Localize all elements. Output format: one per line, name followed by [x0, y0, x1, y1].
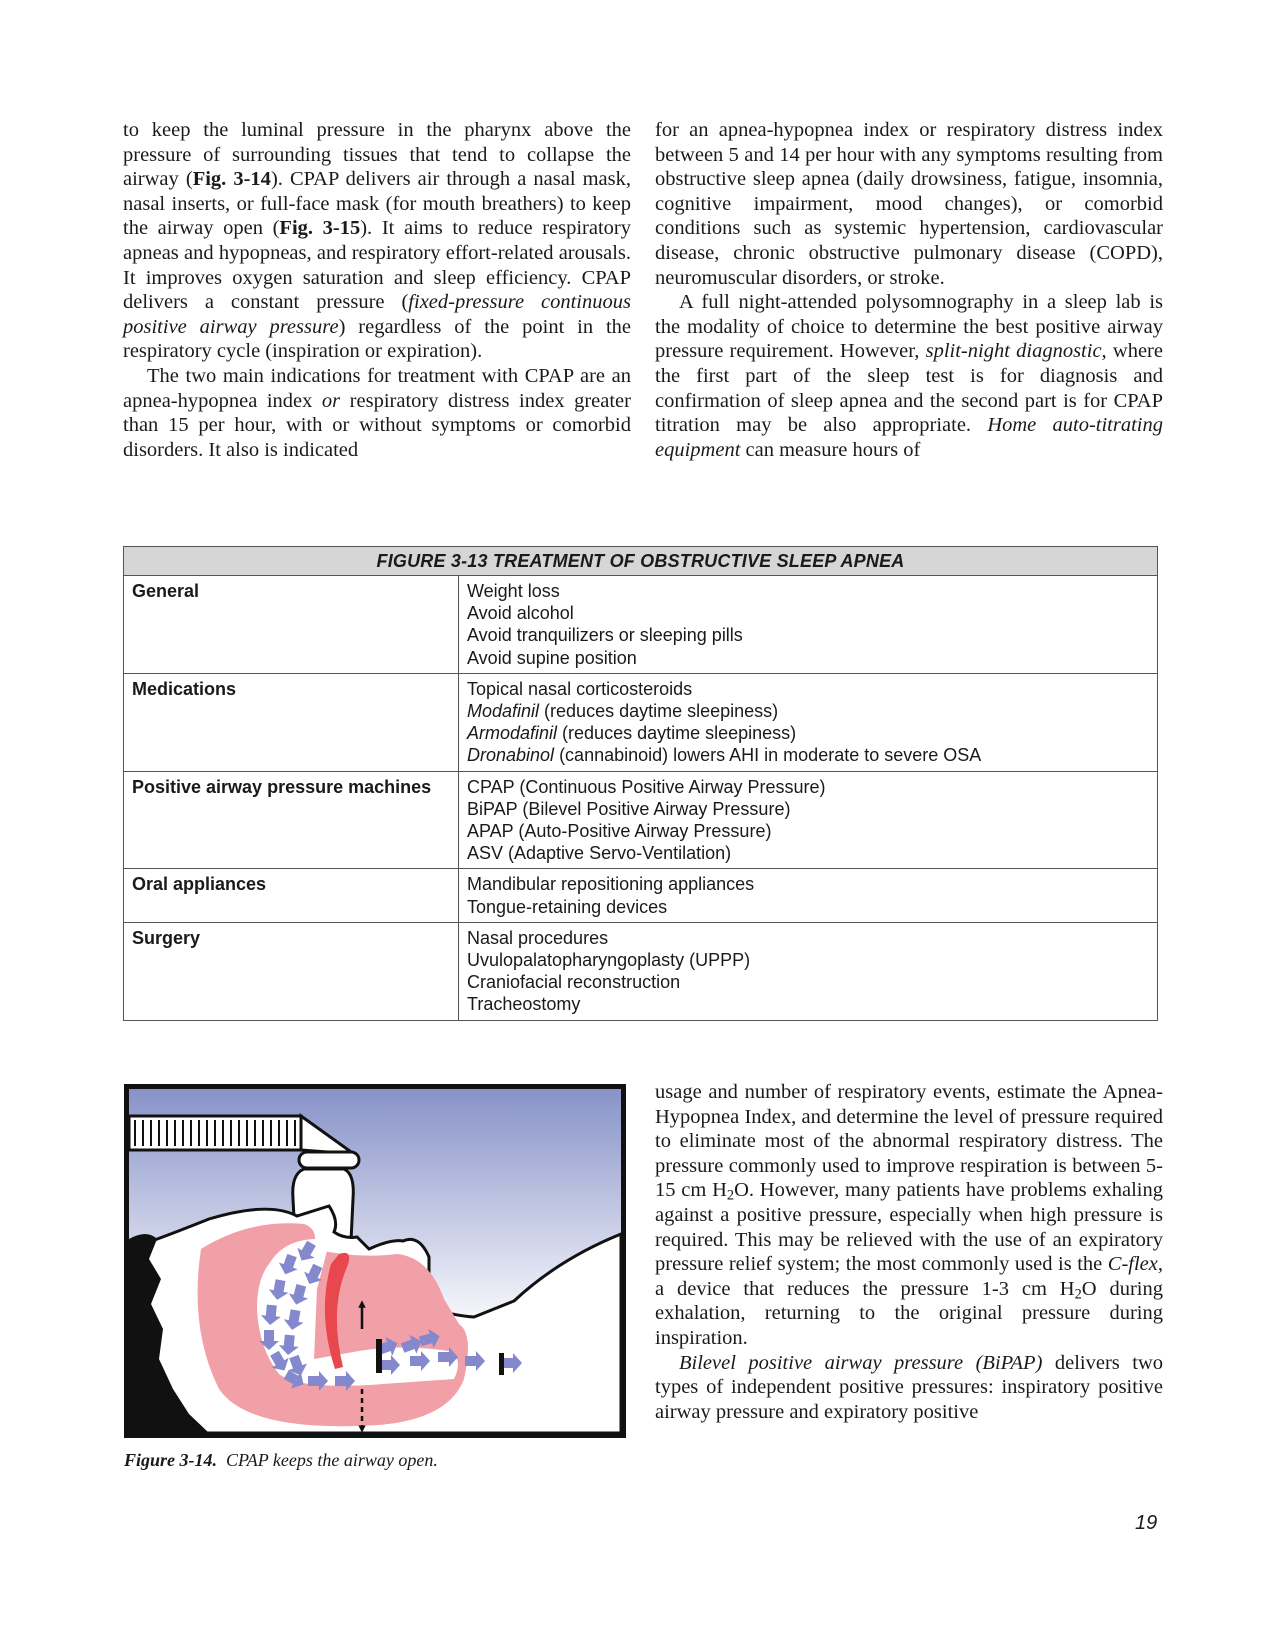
row-items [459, 576, 1158, 674]
treatment-item: Mandibular repositioning appliances [467, 874, 755, 895]
right-column-top-text [655, 118, 1163, 462]
treatment-item: CPAP (Continuous Positive Airway Pressure) [467, 776, 826, 797]
table-title: FIGURE 3-13 TREATMENT OF OBSTRUCTIVE SLEEP APNEA [124, 547, 1158, 576]
figure-caption [124, 1450, 438, 1471]
row-category: General [124, 576, 459, 674]
treatment-item: BiPAP (Bilevel Positive Airway Pressure) [467, 798, 791, 819]
treatment-item: Avoid alcohol [467, 603, 574, 624]
table-row [124, 576, 1158, 674]
treatment-item: Craniofacial reconstruction [467, 972, 681, 993]
treatment-item: Tracheostomy [467, 994, 581, 1015]
table-row [124, 771, 1158, 869]
table-row [124, 673, 1158, 771]
treatment-item: Tongue-retaining devices [467, 896, 668, 917]
paragraph: Bilevel positive airway pressure (BiPAP) delivers two types of independent positive pressures: inspiratory positive airway pressure and expiratory positive [655, 1351, 1163, 1423]
table-row [124, 869, 1158, 922]
table-row [124, 922, 1158, 1020]
treatment-item: Dronabinol (cannabinoid) lowers AHI in moderate to severe OSA [467, 745, 982, 766]
cpap-figure [124, 1084, 626, 1438]
left-column-top-text [123, 118, 631, 462]
treatment-item: Armodafinil (reduces daytime sleepiness) [467, 723, 797, 744]
treatment-item: Weight loss [467, 581, 560, 601]
row-items [459, 869, 1158, 922]
airway-marker [499, 1353, 504, 1375]
row-items [459, 673, 1158, 771]
paragraph: The two main indications for treatment with CPAP are an apnea-hypopnea index or respiratory distress index greater than 15 per hour, with or without symptoms or comorbid disorders. It also is indicated [123, 364, 631, 461]
treatment-table [123, 546, 1158, 1021]
paragraph: for an apnea-hypopnea index or respiratory distress index between 5 and 14 per hour with any symptoms resulting from obstructive sleep apnea (daily drowsiness, fatigue, insomnia, cognitive impairment, mood changes), or comorbid conditions such as systemic hypertension, cardiovascular disease, chronic obstructive pulmonary disease (COPD), neuromuscular disorders, or stroke. [655, 119, 1163, 289]
paragraph: to keep the luminal pressure in the pharynx above the pressure of surrounding tissues that tend to collapse the airway (Fig. 3-14). CPAP delivers air through a nasal mask, nasal inserts, or full-face mask (for mouth breathers) to keep the airway open (Fig. 3-15). It aims to reduce respiratory apneas and hypopneas, and respiratory effort-related arousals. It improves oxygen saturation and sleep efficiency. CPAP delivers a constant pressure (fixed-pressure continuous positive airway pressure) regardless of the point in the respiratory cycle (inspiration or expiration). [123, 119, 632, 363]
paragraph: usage and number of respiratory events, estimate the Apnea-Hypopnea Index, and determine the level of pressure required to eliminate most of the abnormal respiratory distress. The pressure commonly used to improve respiration is between 5-15 cm $H_2O$. However, many patients have problems exhaling against a positive pressure, especially when high pressure is required. This may be relieved with the use of an expiratory pressure relief system; the most commonly used is the C-flex, a device that reduces the pressure 1-3 cm $H_2O$ during exhalation, returning to the original pressure during inspiration. [655, 1081, 1164, 1349]
treatment-item: Uvulopalatopharyngoplasty (UPPP) [467, 950, 751, 971]
treatment-item: Avoid supine position [467, 647, 637, 668]
cpap-airway-illustration [129, 1089, 621, 1433]
row-items [459, 922, 1158, 1020]
row-category: Surgery [124, 922, 459, 1020]
airway-marker [376, 1339, 382, 1373]
treatment-item: ASV (Adaptive Servo-Ventilation) [467, 843, 732, 864]
page-number: 19 [1135, 1512, 1158, 1534]
right-column-bottom-text [655, 1080, 1163, 1424]
row-items [459, 771, 1158, 869]
row-category: Oral appliances [124, 869, 459, 922]
figure-caption-label: Figure 3-14. [124, 1450, 218, 1470]
treatment-item: Modafinil (reduces daytime sleepiness) [467, 701, 779, 722]
treatment-item: Nasal procedures [467, 927, 609, 948]
treatment-item: Avoid tranquilizers or sleeping pills [467, 625, 743, 646]
row-category: Positive airway pressure machines [124, 771, 459, 869]
figure-caption-text: CPAP keeps the airway open. [226, 1450, 438, 1470]
treatment-item: Topical nasal corticosteroids [467, 678, 693, 699]
row-category: Medications [124, 673, 459, 771]
paragraph: A full night-attended polysomnography in a sleep lab is the modality of choice to determine the best positive airway pressure requirement. However, split-night diagnostic, where the first part of the sleep test is for diagnosis and confirmation of sleep apnea and the second part is for CPAP titration may be also appropriate. Home auto-titrating equipment can measure hours of [655, 291, 1164, 461]
treatment-item: APAP (Auto-Positive Airway Pressure) [467, 821, 772, 842]
